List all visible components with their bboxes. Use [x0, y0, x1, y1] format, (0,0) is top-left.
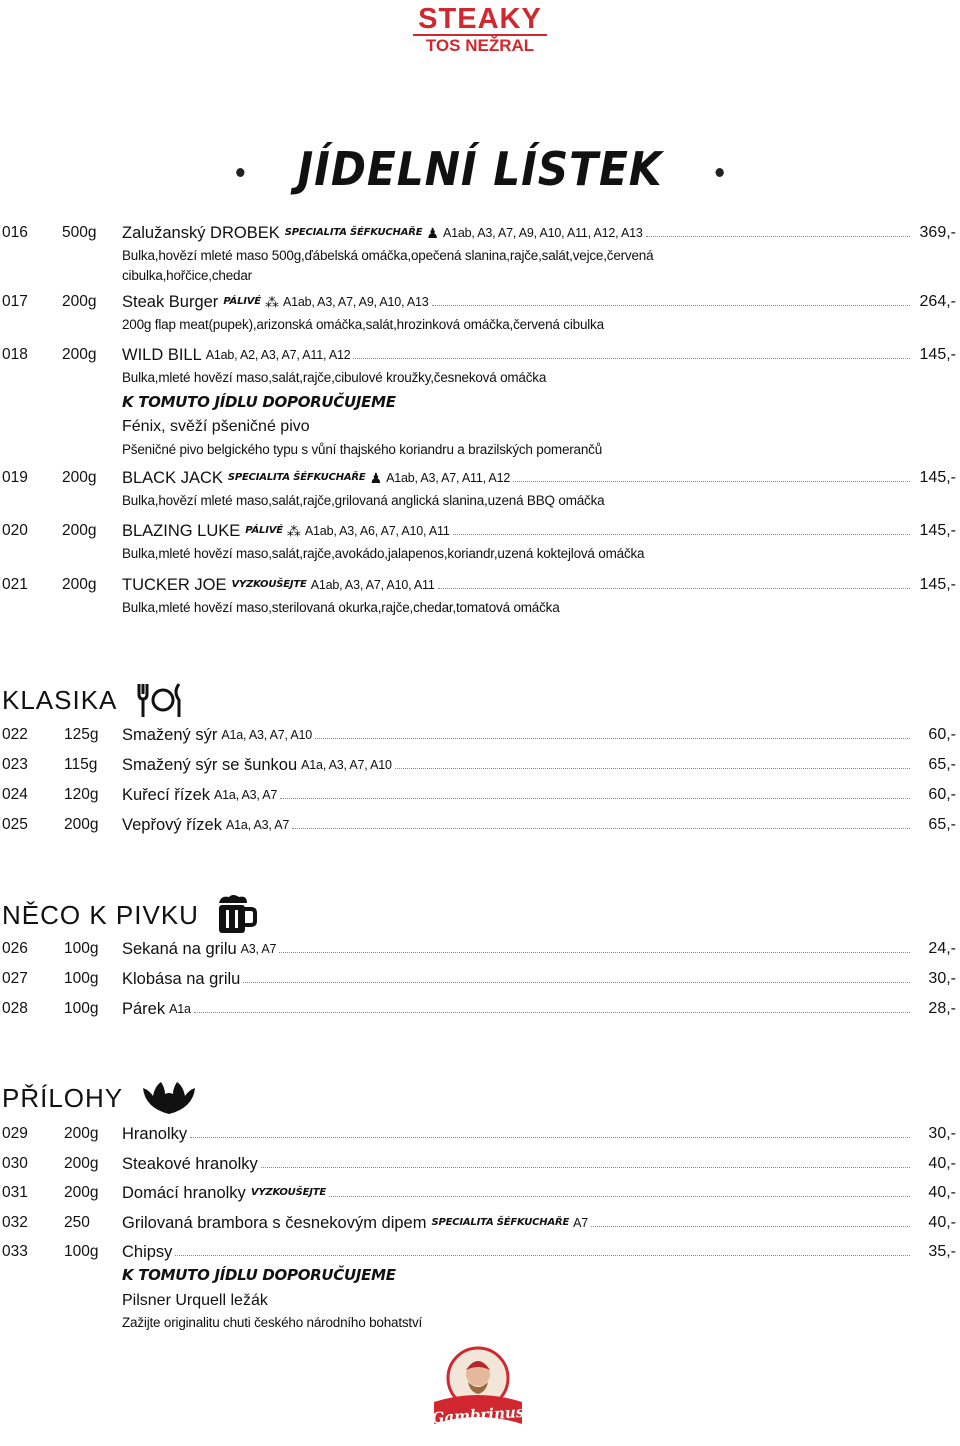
item-number: 020	[2, 522, 28, 539]
croissant-icon	[139, 1078, 199, 1118]
item-name: Steakové hranolky	[122, 1154, 258, 1173]
menu-item-row	[0, 1123, 960, 1145]
item-price: 40,-	[928, 1184, 956, 1202]
menu-item-row	[0, 344, 960, 366]
logo	[405, 4, 555, 56]
item-weight: 200g	[62, 346, 97, 363]
item-weight: 115g	[64, 756, 98, 773]
logo-line1: STEAKY	[418, 3, 542, 35]
item-number: 019	[2, 469, 28, 486]
dotted-leader	[315, 724, 910, 739]
dotted-leader	[432, 291, 910, 306]
item-name: Hranolky	[122, 1125, 188, 1143]
dotted-leader	[190, 1123, 910, 1138]
item-main	[122, 724, 910, 746]
item-weight: 200g	[62, 293, 97, 310]
section-pivko	[2, 893, 259, 937]
recommended-beer-desc: Pšeničné pivo belgického typu s vůní thajského koriandru a brazilských pomerančů	[122, 442, 603, 457]
item-description: Bulka,mleté hovězí maso,salát,rajče,cibulové kroužky,česneková omáčka	[122, 370, 547, 385]
item-price: 60,-	[928, 726, 956, 743]
item-price: 30,-	[928, 1125, 956, 1142]
item-number: 030	[2, 1154, 28, 1172]
item-allergens: A1a, A3, A7	[225, 818, 290, 832]
item-number: 031	[2, 1184, 28, 1202]
item-weight: 200g	[64, 816, 99, 833]
bullet-icon	[716, 168, 724, 177]
item-main	[122, 520, 910, 542]
item-price: 145,-	[919, 469, 956, 486]
item-price: 30,-	[928, 970, 956, 987]
item-name: BLACK JACK	[122, 469, 223, 487]
item-price: 24,-	[928, 940, 956, 957]
item-weight: 100g	[64, 1243, 99, 1261]
chef-icon: ♟	[426, 225, 439, 241]
item-weight: 100g	[64, 940, 99, 957]
dotted-leader	[194, 998, 910, 1013]
item-weight: 200g	[64, 1125, 99, 1142]
dotted-leader	[329, 1182, 910, 1197]
recommended-beer-desc: Zažijte originalitu chuti českého národního bohatství	[122, 1315, 423, 1330]
item-number: 026	[2, 940, 28, 957]
dotted-leader	[395, 754, 910, 769]
item-name: Párek	[122, 1000, 166, 1018]
section-heading: KLASIKA	[2, 684, 118, 715]
menu-item-row	[0, 1241, 960, 1263]
item-price: 264,-	[919, 293, 956, 310]
item-number: 021	[2, 576, 28, 593]
item-price: 40,-	[928, 1213, 956, 1231]
item-price: 145,-	[919, 522, 956, 539]
item-main	[122, 814, 910, 836]
chili-icon: ⁂	[264, 294, 279, 310]
item-main	[122, 1182, 910, 1204]
menu-item-row	[0, 1212, 960, 1234]
item-number: 029	[2, 1125, 28, 1142]
item-main	[122, 344, 910, 366]
item-description: 200g flap meat(pupek),arizonská omáčka,salát,hrozinková omáčka,červená cibulka	[122, 317, 604, 332]
section-heading: PŘÍLOHY	[2, 1082, 124, 1113]
item-number: 017	[2, 293, 28, 310]
menu-item-row	[0, 998, 960, 1020]
item-name: WILD BILL	[122, 346, 202, 364]
menu-item-row	[0, 467, 960, 489]
menu-item-row	[0, 291, 960, 313]
item-main	[122, 467, 910, 489]
item-number: 027	[2, 970, 28, 987]
item-price: 65,-	[928, 756, 956, 773]
item-allergens: A1ab, A3, A7, A10, A11	[310, 578, 435, 592]
dotted-leader	[453, 520, 910, 535]
item-main	[122, 222, 910, 244]
beer-mug-icon	[215, 893, 259, 937]
item-number: 024	[2, 786, 28, 803]
item-main	[122, 968, 910, 990]
item-allergens: A1a, A3, A7, A10	[301, 758, 392, 772]
chef-icon: ♟	[369, 470, 383, 486]
item-tag: PÁLIVÉ	[245, 525, 283, 536]
item-description: Bulka,mleté hovězí maso,salát,rajče,avokádo,jalapenos,koriandr,uzená koktejlová omáčka	[122, 546, 645, 561]
item-weight: 200g	[64, 1154, 99, 1172]
item-price: 369,-	[919, 224, 956, 241]
item-allergens: A1a, A3, A7	[214, 788, 278, 802]
item-name: Kuřecí řízek	[122, 786, 211, 804]
item-main	[122, 938, 910, 960]
item-tag: SPECIALITA ŠÉFKUCHAŘE	[431, 1216, 570, 1228]
item-main	[122, 754, 910, 776]
menu-item-row	[0, 1153, 960, 1175]
item-name: Klobása na grilu	[122, 970, 241, 988]
item-allergens: A7	[573, 1215, 589, 1230]
dotted-leader	[279, 938, 910, 953]
item-allergens: A3, A7	[240, 942, 277, 956]
gambrinus-logo	[428, 1340, 528, 1440]
menu-item-row	[0, 938, 960, 960]
item-number: 032	[2, 1213, 28, 1231]
item-allergens: A1ab, A2, A3, A7, A11, A12	[205, 348, 351, 362]
page-title: JÍDELNÍ LÍSTEK	[38, 142, 921, 196]
item-description: Bulka,mleté hovězí maso,sterilovaná okurka,rajče,chedar,tomatová omáčka	[122, 600, 560, 615]
dotted-leader	[280, 784, 910, 799]
item-tag: PÁLIVÉ	[223, 296, 261, 307]
section-heading: NĚCO K PIVKU	[2, 899, 199, 930]
item-weight: 120g	[64, 786, 99, 803]
menu-item-row	[0, 574, 960, 596]
item-name: TUCKER JOE	[122, 576, 227, 594]
item-number: 018	[2, 346, 28, 363]
dotted-leader	[292, 814, 910, 829]
recommended-beer: Fénix, svěží pšeničné pivo	[122, 418, 310, 435]
recommended-beer: Pilsner Urquell ležák	[122, 1292, 268, 1309]
dotted-leader	[646, 222, 910, 237]
item-name: BLAZING LUKE	[122, 522, 241, 540]
cutlery-icon	[133, 680, 183, 720]
item-allergens: A1ab, A3, A7, A9, A10, A13	[282, 295, 429, 309]
item-name: Vepřový řízek	[122, 816, 222, 834]
svg-text:Gambrinus: Gambrinus	[431, 1402, 525, 1428]
item-tag: SPECIALITA ŠÉFKUCHAŘE	[284, 227, 423, 238]
item-tag: VYZKOUŠEJTE	[231, 579, 307, 590]
item-allergens: A1ab, A3, A7, A11, A12	[386, 471, 511, 485]
item-allergens: A1ab, A3, A7, A9, A10, A11, A12, A13	[442, 226, 643, 240]
menu-item-row	[0, 520, 960, 542]
item-weight: 100g	[64, 970, 99, 987]
menu-item-row	[0, 968, 960, 990]
recommend-heading: K TOMUTO JÍDLU DOPORUČUJEME	[122, 393, 396, 411]
item-name: Chipsy	[122, 1243, 173, 1262]
item-name: Domácí hranolky	[122, 1184, 246, 1203]
menu-item-row	[0, 784, 960, 806]
item-name: Smažený sýr	[122, 726, 218, 744]
item-main	[122, 1241, 910, 1263]
logo-line2: TOS NEŽRAL	[413, 34, 547, 56]
item-weight: 200g	[62, 576, 97, 593]
menu-item-row	[0, 724, 960, 746]
item-weight: 200g	[62, 522, 97, 539]
item-name: Grilovaná brambora s česnekovým dipem	[122, 1213, 427, 1232]
item-main	[122, 998, 910, 1020]
item-main	[122, 574, 910, 596]
item-price: 60,-	[928, 786, 956, 803]
item-main	[122, 1123, 910, 1145]
item-main	[122, 1153, 910, 1175]
item-main	[122, 291, 910, 313]
item-name: Sekaná na grilu	[122, 940, 237, 958]
dotted-leader	[243, 968, 910, 983]
item-number: 016	[2, 224, 28, 241]
bullet-icon	[236, 168, 244, 177]
item-description: cibulka,hořčice,chedar	[122, 268, 252, 283]
item-allergens: A1a, A3, A7, A10	[221, 728, 312, 742]
item-name: Steak Burger	[122, 293, 219, 311]
item-price: 40,-	[928, 1154, 956, 1172]
item-tag: VYZKOUŠEJTE	[250, 1187, 326, 1199]
item-description: Bulka,hovězí mleté maso,salát,rajče,grilovaná anglická slanina,uzená BBQ omáčka	[122, 493, 605, 508]
item-weight: 500g	[62, 224, 97, 241]
item-price: 28,-	[928, 1000, 956, 1017]
dotted-leader	[513, 467, 910, 482]
item-main	[122, 1212, 910, 1234]
section-klasika	[2, 680, 183, 720]
dotted-leader	[261, 1153, 910, 1168]
menu-item-row	[0, 754, 960, 776]
dotted-leader	[175, 1241, 910, 1256]
item-weight: 200g	[64, 1184, 99, 1202]
item-number: 025	[2, 816, 28, 833]
item-allergens: A1a	[169, 1002, 191, 1016]
dotted-leader	[353, 344, 910, 359]
item-weight: 200g	[62, 469, 97, 486]
item-main	[122, 784, 910, 806]
item-name: Zalužanský DROBEK	[122, 224, 280, 242]
dotted-leader	[591, 1212, 910, 1227]
item-weight: 125g	[64, 726, 99, 743]
item-number: 028	[2, 1000, 28, 1017]
section-prilohy	[2, 1078, 199, 1118]
dotted-leader	[438, 574, 910, 589]
item-weight: 250	[64, 1213, 90, 1231]
item-price: 145,-	[919, 576, 956, 593]
item-price: 145,-	[919, 346, 956, 363]
item-price: 35,-	[928, 1243, 956, 1261]
item-weight: 100g	[64, 1000, 99, 1017]
menu-item-row	[0, 222, 960, 244]
chili-icon: ⁂	[286, 523, 301, 539]
menu-item-row	[0, 1182, 960, 1204]
menu-item-row	[0, 814, 960, 836]
item-price: 65,-	[928, 816, 956, 833]
item-allergens: A1ab, A3, A6, A7, A10, A11	[304, 524, 450, 538]
item-tag: SPECIALITA ŠÉFKUCHAŘE	[227, 472, 366, 483]
item-number: 023	[2, 756, 28, 773]
recommend-heading: K TOMUTO JÍDLU DOPORUČUJEME	[122, 1266, 396, 1284]
item-number: 033	[2, 1243, 28, 1261]
item-description: Bulka,hovězí mleté maso 500g,ďábelská omáčka,opečená slanina,rajče,salát,vejce,červená	[122, 248, 654, 263]
item-number: 022	[2, 726, 28, 743]
item-name: Smažený sýr se šunkou	[122, 756, 298, 774]
